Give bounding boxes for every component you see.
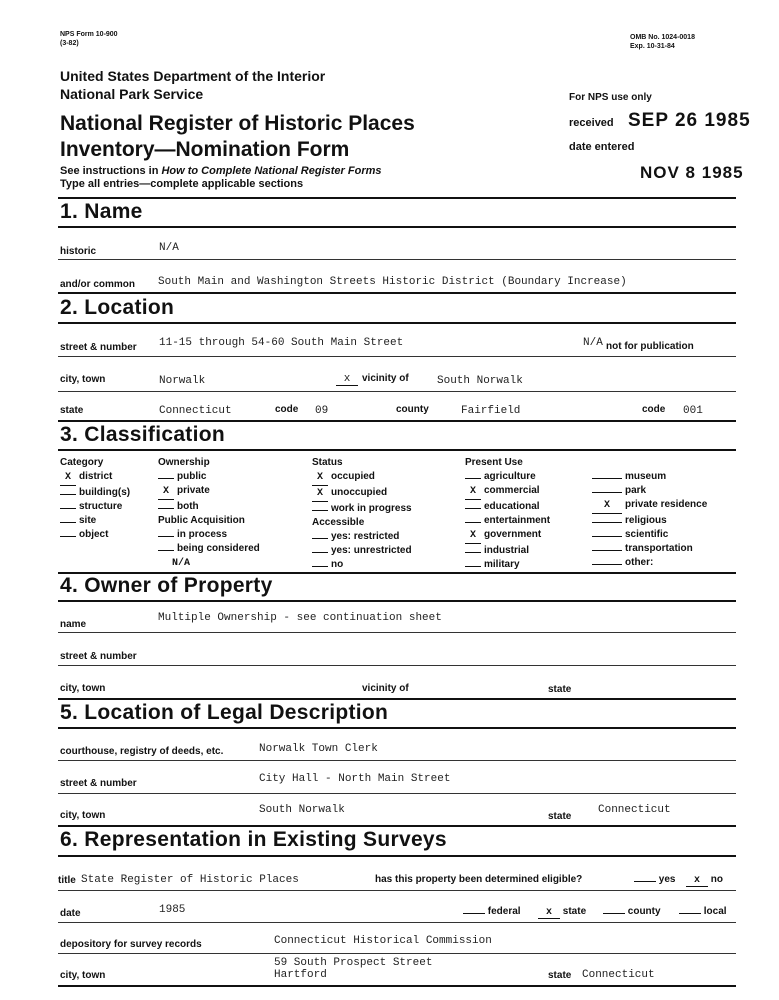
status-header: Status xyxy=(312,457,343,468)
state-code-label: code xyxy=(275,404,299,415)
category-object: object xyxy=(60,528,130,542)
divider xyxy=(58,922,736,923)
divider xyxy=(58,322,736,324)
use-museum: museum xyxy=(592,470,707,484)
divider xyxy=(58,449,736,451)
section-3-heading: 3. Classification xyxy=(60,423,225,446)
category-column xyxy=(60,456,130,542)
county-value: Fairfield xyxy=(461,405,521,417)
state-code-value: 09 xyxy=(315,405,329,417)
courthouse-label: courthouse, registry of deeds, etc. xyxy=(60,746,224,757)
use-religious: religious xyxy=(592,514,707,528)
status-column xyxy=(312,456,412,572)
received-label: received xyxy=(569,117,614,129)
divider xyxy=(58,259,736,260)
status-work-in-progress: work in progress xyxy=(312,502,412,516)
category-buildings: building(s) xyxy=(60,486,130,500)
divider xyxy=(58,391,736,392)
city-town-value: Norwalk xyxy=(159,375,206,387)
use-educational: educational xyxy=(465,500,550,514)
divider xyxy=(58,698,736,700)
ownership-column xyxy=(158,456,260,571)
divider xyxy=(58,855,736,857)
divider xyxy=(58,292,736,294)
survey-date-value: 1985 xyxy=(159,904,186,916)
section-6-heading: 6. Representation in Existing Surveys xyxy=(60,828,447,851)
divider xyxy=(58,985,736,987)
page-title: National Register of Historic Places Inventory—Nomination Form xyxy=(60,112,415,161)
level-state: x state xyxy=(538,906,586,919)
divider xyxy=(58,890,736,891)
status-occupied: X occupied xyxy=(312,470,412,486)
legal-street-value: City Hall - North Main Street xyxy=(259,773,451,785)
section-5-heading: 5. Location of Legal Description xyxy=(60,701,389,724)
accessible-no: no xyxy=(312,558,412,572)
received-stamp: SEP 26 1985 xyxy=(628,110,751,131)
ownership-header: Ownership xyxy=(158,457,210,468)
accessible-header: Accessible xyxy=(312,517,365,528)
section-1-heading: 1. Name xyxy=(60,200,143,223)
use-scientific: scientific xyxy=(592,528,707,542)
county-code-value: 001 xyxy=(683,405,703,417)
divider xyxy=(58,953,736,954)
historic-label: historic xyxy=(60,246,97,257)
use-military: military xyxy=(465,558,550,572)
acquisition-being-considered: being considered xyxy=(158,542,260,556)
use-park: park xyxy=(592,484,707,498)
street-number-value: 11-15 through 54-60 South Main Street xyxy=(159,337,404,349)
accessible-unrestricted: yes: unrestricted xyxy=(312,544,412,558)
present-use-header: Present Use xyxy=(465,457,523,468)
not-for-publication-label: not for publication xyxy=(606,341,694,352)
entered-stamp: NOV 8 1985 xyxy=(640,163,744,182)
divider xyxy=(58,760,736,761)
legal-state-value: Connecticut xyxy=(598,804,671,816)
owner-city-label: city, town xyxy=(60,683,106,694)
owner-name-label: name xyxy=(60,619,87,630)
acquisition-in-process: in process xyxy=(158,528,260,542)
survey-title-label: title xyxy=(58,875,76,886)
survey-title-value: State Register of Historic Places xyxy=(81,874,299,886)
use-other: other: xyxy=(592,556,707,570)
eligible-question: has this property been determined eligible? xyxy=(375,874,583,885)
divider xyxy=(58,600,736,602)
instructions: See instructions in How to Complete National Register Forms Type all entries—complete applicable sections xyxy=(60,165,382,190)
eligible-yes: yes xyxy=(634,874,675,885)
vicinity-label: vicinity of xyxy=(362,373,409,384)
section-4-heading: 4. Owner of Property xyxy=(60,574,273,597)
use-government: X government xyxy=(465,528,550,544)
level-federal: federal xyxy=(463,906,521,917)
survey-date-label: date xyxy=(60,908,81,919)
ownership-private: X private xyxy=(158,484,260,500)
legal-state-label: state xyxy=(548,811,572,822)
divider xyxy=(58,665,736,666)
accessible-restricted: yes: restricted xyxy=(312,530,412,544)
divider xyxy=(58,226,736,228)
vicinity-value: South Norwalk xyxy=(437,375,523,387)
use-private-residence: X private residence xyxy=(592,498,707,514)
depository-state-label: state xyxy=(548,970,572,981)
city-town-label: city, town xyxy=(60,374,106,385)
historic-value: N/A xyxy=(159,242,179,254)
divider xyxy=(58,825,736,827)
not-for-publication-value: N/A xyxy=(583,337,603,349)
divider xyxy=(58,632,736,633)
date-entered-label: date entered xyxy=(569,141,635,153)
owner-state-label: state xyxy=(548,684,572,695)
status-unoccupied: X unoccupied xyxy=(312,486,412,502)
acquisition-na: N/A xyxy=(172,558,191,569)
depository-label: depository for survey records xyxy=(60,939,202,950)
common-name-value: South Main and Washington Streets Historic District (Boundary Increase) xyxy=(158,276,627,288)
legal-city-value: South Norwalk xyxy=(259,804,345,816)
depository-address: 59 South Prospect Street Hartford xyxy=(274,957,433,981)
state-value: Connecticut xyxy=(159,405,232,417)
present-use-column-2 xyxy=(592,470,707,570)
depository-state-value: Connecticut xyxy=(582,969,655,981)
depository-city-label: city, town xyxy=(60,970,106,981)
depository-value: Connecticut Historical Commission xyxy=(274,935,492,947)
divider xyxy=(58,793,736,794)
category-structure: structure xyxy=(60,500,130,514)
use-industrial: industrial xyxy=(465,544,550,558)
acquisition-header: Public Acquisition xyxy=(158,515,245,526)
use-agriculture: agriculture xyxy=(465,470,550,484)
owner-vicinity-label: vicinity of xyxy=(362,683,409,694)
category-district: X district xyxy=(60,470,130,486)
use-transportation: transportation xyxy=(592,542,707,556)
level-county: county xyxy=(603,906,661,917)
category-site: site xyxy=(60,514,130,528)
form-number: NPS Form 10-900 (3-82) xyxy=(60,31,118,47)
omb-number: OMB No. 1024-0018 Exp. 10-31-84 xyxy=(630,34,695,50)
owner-street-label: street & number xyxy=(60,651,137,662)
ownership-public: public xyxy=(158,470,260,484)
eligible-no: x no xyxy=(686,874,723,887)
present-use-column xyxy=(465,456,550,572)
use-commercial: X commercial xyxy=(465,484,550,500)
level-local: local xyxy=(679,906,727,917)
county-code-label: code xyxy=(642,404,666,415)
use-entertainment: entertainment xyxy=(465,514,550,528)
state-label: state xyxy=(60,405,84,416)
legal-city-label: city, town xyxy=(60,810,106,821)
common-name-label: and/or common xyxy=(60,279,136,290)
category-header: Category xyxy=(60,457,104,468)
legal-street-label: street & number xyxy=(60,778,137,789)
county-label: county xyxy=(396,404,429,415)
courthouse-value: Norwalk Town Clerk xyxy=(259,743,378,755)
divider xyxy=(58,420,736,422)
owner-name-value: Multiple Ownership - see continuation sheet xyxy=(158,612,442,624)
vicinity-checkbox: x xyxy=(336,373,358,386)
ownership-both: both xyxy=(158,500,260,514)
agency-heading: United States Department of the Interior National Park Service xyxy=(60,68,326,102)
divider xyxy=(58,727,736,729)
section-2-heading: 2. Location xyxy=(60,296,175,319)
nps-use-label: For NPS use only xyxy=(569,92,652,103)
divider xyxy=(58,197,736,199)
divider xyxy=(58,356,736,357)
street-number-label: street & number xyxy=(60,342,137,353)
